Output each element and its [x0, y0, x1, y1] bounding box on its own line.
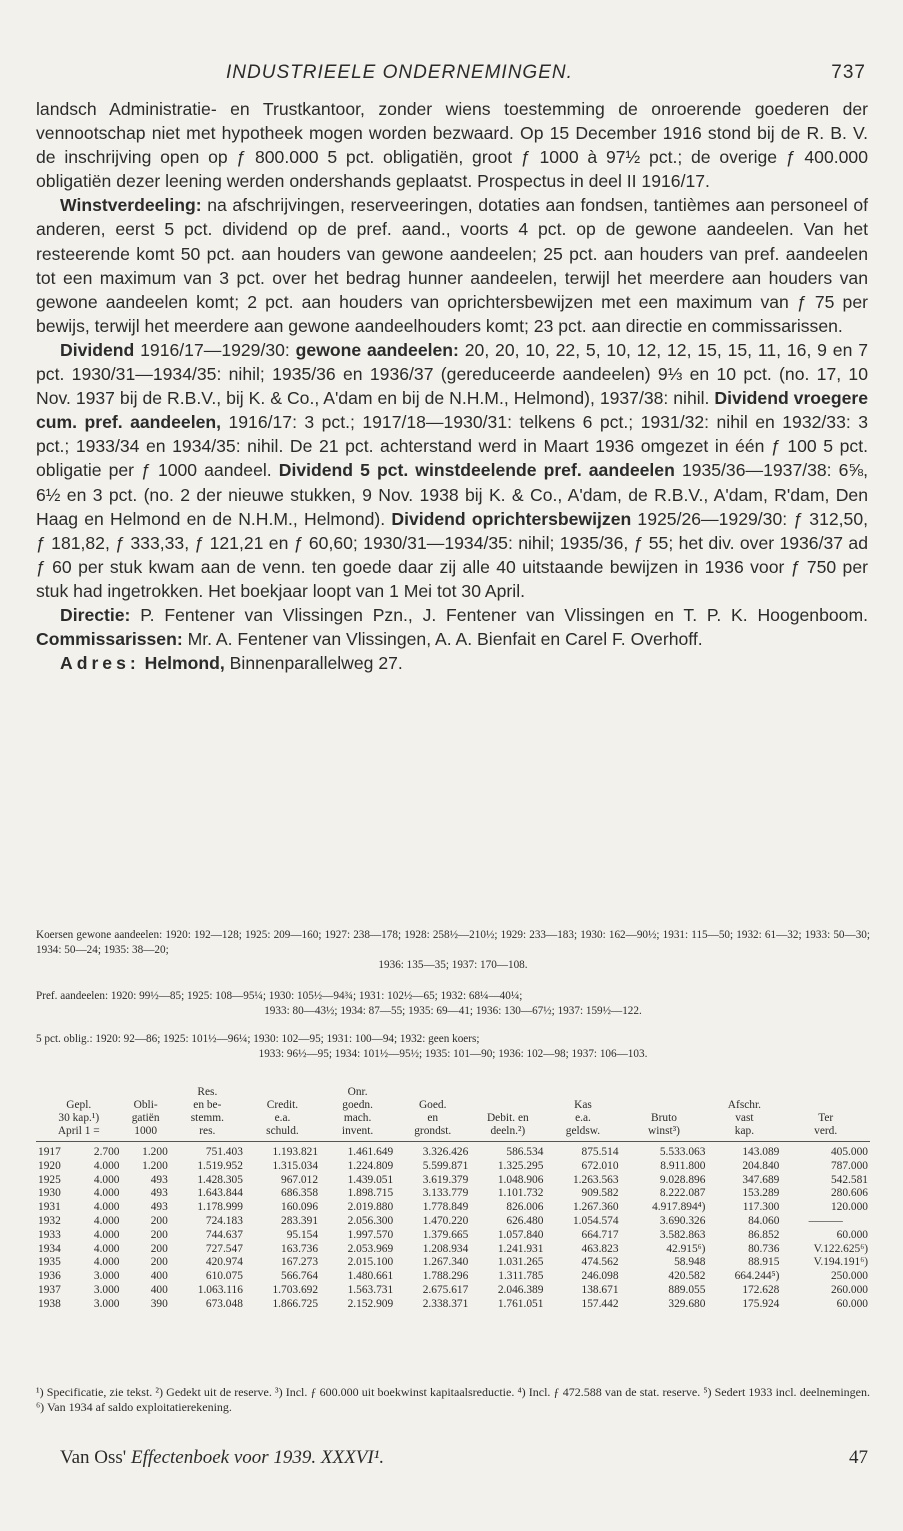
table-cell: 4.000	[93, 1214, 120, 1227]
table-column-header: Onr. goedn. mach. invent.	[341, 1086, 374, 1137]
table-cell: 3.000	[93, 1283, 120, 1296]
table-cell: 1.311.785	[498, 1270, 544, 1283]
table-cell: 175.924	[742, 1297, 780, 1310]
paragraph-continuation: landsch Administratie- en Trustkantoor, zonder wiens toestemming de onroerende goederen der vennootschap niet met hypotheek mogen worden bezwaard. Op 15 December 1916 stond bij de R. B. V. de inschrijving open op ƒ 800.000 5 pct. obligatiën, groot ƒ 1000 à 97½ pct.; de overige ƒ 400.000 obligatiën dezer leening werden ondershands geplaatst. Prospectus in deel II 1916/17.	[36, 99, 868, 192]
table-cell: 967.012	[281, 1173, 319, 1186]
table-cell: 1.178.999	[197, 1201, 243, 1214]
table-cell: 3.133.779	[422, 1187, 469, 1200]
table-cell: 1.519.952	[197, 1159, 243, 1172]
koersen-gewone: Koersen gewone aandeelen: 1920: 192—128; 1925: 209—160; 1927: 238—178; 1928: 258½—210½; 1929: 233—183; 1930: 162—90½; 1931: 115—50; 1932: 61—32; 1933: 50—30; 1934: 50—24; 1935: 38—20; 1936: 135—35; 1937: 170—108.	[36, 929, 870, 971]
table-cell: 60.000	[836, 1228, 868, 1241]
table-cell: 1.703.692	[272, 1283, 319, 1296]
table-cell: 664.717	[581, 1228, 619, 1241]
header-page-number: 737	[831, 62, 866, 83]
koersen-pref: Pref. aandeelen: 1920: 99½—85; 1925: 108—95¼; 1930: 105½—94¾; 1931: 102½—65; 1932: 68¼—40¼; 1933: 80—43½; 1934: 87—55; 1935: 69—41; 1936: 130—67½; 1937: 159½—122.	[36, 990, 642, 1017]
table-cell: 1.643.844	[197, 1187, 243, 1200]
table-cell: 626.480	[506, 1214, 544, 1227]
table-cell: 1930	[38, 1187, 61, 1200]
table-cell: 9.028.896	[659, 1173, 706, 1186]
table-cell: 1920	[38, 1159, 61, 1172]
table-cell: 58.948	[674, 1256, 706, 1269]
table-cell: 751.403	[205, 1146, 243, 1158]
table-row	[36, 1160, 870, 1174]
table-cell: 673.048	[205, 1297, 243, 1310]
table-cell: 4.000	[93, 1256, 120, 1269]
table-cell: 1938	[38, 1297, 61, 1310]
paragraph-dividend: Dividend 1916/17—1929/30: gewone aandeelen: 20, 20, 10, 22, 5, 10, 12, 12, 15, 15, 11, 16, 9 en 7 pct. 1930/31—1934/35: nihil; 1935/36 en 1936/37 (gereduceerde aandeelen) 9⅓ en 10 pct. (no. 17, 10 Nov. 1937 bij de R.B.V., bij K. & Co., A'dam en bij de N.H.M., Helmond), 1937/38: nihil. Dividend vroegere cum. pref. aandeelen, 1916/17: 3 pct.; 1917/18—1930/31: telkens 6 pct.; 1931/32: nihil en 1932/33: 3 pct.; 1933/34 en 1934/35: nihil. De 21 pct. achterstand werd in Maart 1936 omgezet in één ƒ 100 5 pct. obligatie per ƒ 1000 aandeel. Dividend 5 pct. winstdeelende pref. aandeelen 1935/36—1937/38: 6⅝, 6½ en 3 pct. (no. 2 der nieuwe stukken, 9 Nov. 1938 bij K. & Co., A'dam, de R.B.V., A'dam, R'dam, Den Haag en Helmond en de N.H.M., Helmond). Dividend oprichtersbewijzen 1925/26—1929/30: ƒ 312,50, ƒ 181,82, ƒ 333,33, ƒ 121,21 en ƒ 60,60; 1930/31—1934/35: nihil; 1935/36, ƒ 55; het div. over 1936/37 ad ƒ 60 per stuk kwam aan de venn. ten goede daar zij alle 40 uitstaande bewijzen in 1936 voor ƒ 750 per stuk had ingetrokken. Het boekjaar loopt van 1 Mei tot 30 April.	[36, 339, 869, 601]
table-cell: 1.224.809	[347, 1159, 394, 1172]
table-cell: 163.736	[281, 1242, 319, 1255]
table-cell: 42.915⁶)	[666, 1242, 706, 1255]
table-cell: 283.391	[281, 1214, 319, 1227]
table-cell: 80.736	[748, 1242, 780, 1255]
table-cell: 1.997.570	[347, 1228, 394, 1241]
table-cell: 1.563.731	[347, 1283, 394, 1296]
table-column-header: Obli- gatiën 1000	[131, 1099, 160, 1137]
table-cell: 463.823	[581, 1242, 619, 1255]
table-column-header: Kas e.a. geldsw.	[565, 1099, 601, 1137]
paragraph-adres: Adres: Helmond, Binnenparallelweg 27.	[60, 653, 403, 674]
table-cell: 3.326.426	[422, 1146, 469, 1158]
table-column-header: Goed. en grondst.	[414, 1099, 452, 1137]
running-header	[36, 58, 866, 88]
table-cell: 250.000	[830, 1270, 868, 1283]
table-cell: 787.000	[830, 1159, 868, 1172]
table-cell: V.194.191⁶)	[813, 1256, 868, 1269]
footnotes: ¹) Specificatie, zie tekst. ²) Gedekt uit de reserve. ³) Incl. ƒ 600.000 uit boekwinst kapitaalsreductie. ⁴) Incl. ƒ 472.588 van de stat. reserve. ⁵) Sedert 1933 incl. deelnemingen. ⁶) Van 1934 af saldo exploitatierekening.	[36, 1385, 870, 1414]
financial-table	[36, 1086, 870, 1312]
table-cell: 200	[150, 1228, 168, 1241]
table-cell: 2.700	[93, 1146, 120, 1158]
table-column-header: Bruto winst³)	[648, 1112, 680, 1137]
table-cell: 686.358	[281, 1187, 319, 1200]
table-cell: 1.470.220	[422, 1214, 469, 1227]
table-cell: 1.031.265	[497, 1256, 544, 1269]
table-column-header: Afschr. vast kap.	[727, 1099, 762, 1137]
table-cell: 1.193.821	[272, 1146, 319, 1158]
table-cell: 88.915	[748, 1256, 780, 1269]
table-column-header: Res. en be- stemm. res.	[190, 1086, 224, 1137]
table-row	[36, 1284, 870, 1298]
table-cell: 1931	[38, 1201, 61, 1214]
table-cell: 8.222.087	[659, 1187, 706, 1200]
table-row	[36, 1174, 870, 1188]
table-cell: 1936	[38, 1270, 61, 1283]
table-cell: 60.000	[836, 1297, 868, 1310]
table-cell: 143.089	[742, 1146, 780, 1158]
table-cell: 1.379.665	[422, 1228, 469, 1241]
koersen-oblig: 5 pct. oblig.: 1920: 92—86; 1925: 101½—96¼; 1930: 102—95; 1931: 100—94; 1932: geen koers; 1933: 96½—95; 1934: 101½—95½; 1935: 101—90; 1936: 102—98; 1937: 106—103.	[36, 1033, 648, 1060]
table-cell: 1.101.732	[497, 1187, 544, 1200]
table-cell: 566.764	[281, 1270, 319, 1283]
table-cell: 5.533.063	[659, 1146, 706, 1158]
table-cell: 1.267.340	[422, 1256, 469, 1269]
table-cell: 1.200	[142, 1146, 168, 1158]
table-cell: 1.480.661	[347, 1270, 394, 1283]
table-cell: 744.637	[205, 1228, 243, 1241]
table-cell: 420.582	[668, 1270, 706, 1283]
table-cell: 1.208.934	[422, 1242, 469, 1255]
table-cell: 4.000	[93, 1173, 120, 1186]
table-cell: 1.898.715	[347, 1187, 394, 1200]
table-cell: 4.000	[93, 1187, 120, 1200]
table-cell: 664.244⁵)	[734, 1270, 780, 1283]
table-cell: 1.315.034	[272, 1159, 319, 1172]
table-cell: 1932	[38, 1214, 61, 1227]
table-cell: 1.063.116	[197, 1283, 243, 1296]
table-cell: 4.000	[93, 1201, 120, 1214]
table-cell: 138.671	[581, 1283, 619, 1296]
table-cell: 8.911.800	[660, 1159, 706, 1172]
table-cell: 3.690.326	[659, 1214, 706, 1227]
table-row	[36, 1270, 870, 1284]
table-cell: 3.000	[93, 1270, 120, 1283]
table-cell: 1.866.725	[272, 1297, 319, 1310]
table-column-header: Credit. e.a. schuld.	[266, 1099, 299, 1137]
table-cell: 3.000	[93, 1297, 120, 1310]
table-cell: 1.788.296	[422, 1270, 469, 1283]
footer-title: Van Oss' Effectenboek voor 1939. XXXVI¹.	[60, 1447, 385, 1468]
table-cell: 4.917.894⁴)	[652, 1201, 706, 1214]
table-cell: 200	[150, 1242, 168, 1255]
table-cell: 672.010	[581, 1159, 619, 1172]
body-text	[36, 97, 868, 675]
table-cell: 875.514	[581, 1146, 619, 1158]
table-cell: 1917	[38, 1146, 61, 1158]
table-cell: 1.267.360	[572, 1201, 619, 1214]
table-column-header: Gepl. 30 kap.¹) April 1 =	[57, 1099, 100, 1137]
table-cell: 200	[150, 1256, 168, 1269]
table-cell: 117.300	[742, 1201, 780, 1214]
table-cell: 5.599.871	[422, 1159, 469, 1172]
table-cell: 3.582.863	[659, 1228, 706, 1241]
table-cell: 172.628	[742, 1283, 780, 1296]
table-cell: 1925	[38, 1173, 61, 1186]
table-row	[36, 1229, 870, 1243]
paragraph-winstverdeeling: Winstverdeeling: na afschrijvingen, reserveeringen, dotaties aan fondsen, tantièmes aan personeel of anderen, eerst 5 pct. dividend op de pref. aand., voorts 4 pct. op de gewone aandeelen. Van het resteerende komt 50 pct. aan houders van gewone aandeelen; 25 pct. aan houders van pref. aandeelen tot een maximum van 3 pct. over het bedrag hunner aandeelen, terwijl het meerdere aan houders van gewone aandeelen komt; 2 pct. aan houders van oprichtersbewijzen met een maximum van ƒ 75 per bewijs, terwijl het meerdere aan gewone aandeelhouders komt; 23 pct. aan directie en commissarissen.	[36, 195, 868, 336]
table-cell: 84.060	[748, 1214, 780, 1227]
table-cell: 260.000	[830, 1283, 868, 1296]
table-cell: 200	[150, 1214, 168, 1227]
table-cell: 1.241.931	[497, 1242, 544, 1255]
table-row	[36, 1201, 870, 1215]
table-cell: 153.289	[742, 1187, 780, 1200]
table-cell: 1.054.574	[572, 1214, 619, 1227]
table-row	[36, 1243, 870, 1257]
table-cell: 86.852	[748, 1228, 780, 1241]
paragraph-directie: Directie: P. Fentener van Vlissingen Pzn., J. Fentener van Vlissingen en T. P. K. Hoogenboom. Commissarissen: Mr. A. Fentener van Vlissingen, A. A. Bienfait en Carel F. Overhoff.	[36, 604, 868, 650]
table-cell: 3.619.379	[422, 1173, 469, 1186]
table-cell: 400	[150, 1270, 168, 1283]
table-row	[36, 1215, 870, 1229]
table-cell: V.122.625⁶)	[813, 1242, 868, 1255]
table-cell: 724.183	[205, 1214, 243, 1227]
footer-page-number: 47	[849, 1447, 868, 1468]
table-column-header: Ter verd.	[814, 1112, 838, 1137]
table-cell: 2.015.100	[347, 1256, 394, 1269]
table-cell: 474.562	[581, 1256, 619, 1269]
table-cell: 280.606	[830, 1187, 868, 1200]
table-cell: 160.096	[281, 1201, 319, 1214]
table-cell: 157.442	[581, 1297, 619, 1310]
table-cell: 889.055	[668, 1283, 706, 1296]
table-cell: 826.006	[506, 1201, 544, 1214]
table-cell: 2.675.617	[422, 1283, 469, 1296]
table-cell: 493	[150, 1201, 168, 1214]
table-body	[36, 1142, 870, 1312]
table-cell: ———	[808, 1214, 843, 1227]
table-cell: 493	[150, 1187, 168, 1200]
table-cell: 120.000	[830, 1201, 868, 1214]
table-cell: 329.680	[668, 1297, 706, 1310]
table-cell: 1937	[38, 1283, 61, 1296]
table-cell: 542.581	[830, 1173, 868, 1186]
table-cell: 610.075	[205, 1270, 243, 1283]
table-cell: 405.000	[830, 1146, 868, 1158]
table-row	[36, 1146, 870, 1160]
table-cell: 2.019.880	[347, 1201, 394, 1214]
table-cell: 246.098	[581, 1270, 619, 1283]
table-cell: 1.325.295	[497, 1159, 544, 1172]
table-cell: 1.778.849	[422, 1201, 469, 1214]
table-cell: 347.689	[742, 1173, 780, 1186]
table-cell: 1935	[38, 1256, 61, 1269]
table-cell: 1.761.051	[497, 1297, 544, 1310]
table-cell: 1.428.305	[197, 1173, 243, 1186]
table-cell: 1934	[38, 1242, 61, 1255]
table-cell: 586.534	[506, 1146, 544, 1158]
table-cell: 390	[150, 1297, 168, 1310]
table-cell: 2.152.909	[347, 1297, 394, 1310]
table-cell: 420.974	[205, 1256, 243, 1269]
table-cell: 2.053.969	[347, 1242, 394, 1255]
header-title: INDUSTRIEELE ONDERNEMINGEN.	[226, 62, 573, 83]
table-cell: 1933	[38, 1228, 61, 1241]
table-cell: 909.582	[581, 1187, 619, 1200]
table-cell: 1.048.906	[497, 1173, 544, 1186]
table-cell: 1.057.840	[497, 1228, 544, 1241]
table-cell: 400	[150, 1283, 168, 1296]
table-cell: 4.000	[93, 1242, 120, 1255]
table-cell: 167.273	[281, 1256, 319, 1269]
table-cell: 1.263.563	[572, 1173, 619, 1186]
table-cell: 4.000	[93, 1159, 120, 1172]
table-row	[36, 1256, 870, 1270]
table-cell: 1.200	[142, 1159, 168, 1172]
table-cell: 4.000	[93, 1228, 120, 1241]
table-cell: 727.547	[205, 1242, 243, 1255]
table-header-row	[36, 1086, 870, 1142]
table-cell: 1.461.649	[347, 1146, 394, 1158]
table-row	[36, 1187, 870, 1201]
table-cell: 493	[150, 1173, 168, 1186]
table-cell: 1.439.051	[347, 1173, 394, 1186]
table-cell: 204.840	[742, 1159, 780, 1172]
table-cell: 95.154	[286, 1228, 319, 1241]
table-cell: 2.338.371	[422, 1297, 469, 1310]
table-row	[36, 1298, 870, 1312]
table-cell: 2.056.300	[347, 1214, 394, 1227]
table-column-header: Debit. en deeln.²)	[486, 1112, 529, 1137]
table-cell: 2.046.389	[497, 1283, 544, 1296]
